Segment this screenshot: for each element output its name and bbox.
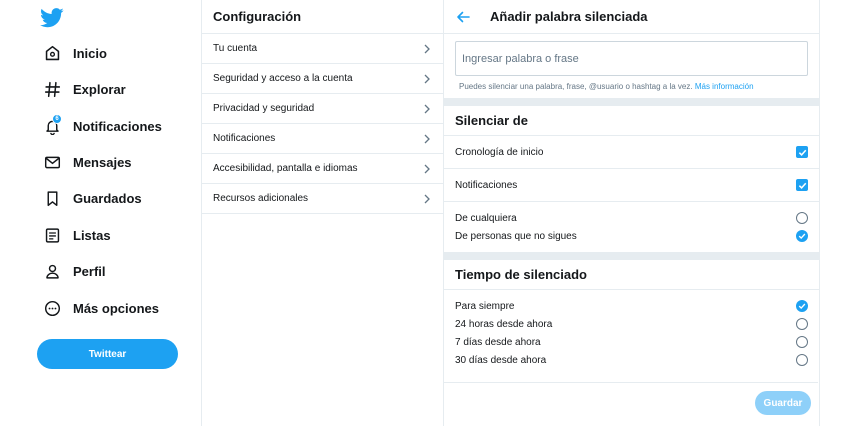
option-label: 30 días desde ahora — [455, 354, 547, 366]
radio-unselected[interactable] — [796, 318, 808, 330]
radio-selected[interactable] — [796, 300, 808, 312]
nav-item-lists[interactable] — [36, 217, 111, 253]
nav-item-home[interactable] — [36, 35, 107, 71]
settings-item-resources[interactable] — [202, 184, 443, 214]
save-button[interactable]: Guardar — [755, 391, 811, 415]
option-notifications[interactable] — [444, 169, 819, 202]
nav-item-messages[interactable] — [36, 144, 132, 180]
radio-unselected[interactable] — [796, 354, 808, 366]
option-label: De personas que no sigues — [455, 230, 577, 242]
radio-selected[interactable] — [796, 230, 808, 242]
option-forever[interactable] — [444, 297, 819, 315]
settings-item-label: Tu cuenta — [213, 43, 258, 54]
notification-count-badge: 6 — [52, 114, 62, 124]
settings-item-security[interactable] — [202, 64, 443, 94]
settings-item-account[interactable] — [202, 34, 443, 64]
nav-label: Guardados — [73, 190, 142, 206]
nav-label: Más opciones — [73, 300, 159, 316]
option-label: De cualquiera — [455, 212, 517, 224]
person-icon — [36, 259, 68, 283]
chevron-right-icon — [423, 134, 431, 144]
settings-item-label: Privacidad y seguridad — [213, 103, 315, 114]
option-label: Para siempre — [455, 300, 515, 312]
nav-item-notifications[interactable] — [36, 108, 162, 144]
option-from-anyone[interactable] — [444, 209, 819, 227]
page-title: Añadir palabra silenciada — [490, 9, 648, 24]
settings-item-privacy[interactable] — [202, 94, 443, 124]
option-7-days[interactable] — [444, 333, 819, 351]
settings-item-label: Accesibilidad, pantalla e idiomas — [213, 163, 358, 174]
checkmark-icon — [798, 302, 806, 310]
settings-item-accessibility[interactable] — [202, 154, 443, 184]
nav-label: Explorar — [73, 81, 126, 97]
nav-label: Inicio — [73, 45, 107, 61]
muted-word-input[interactable] — [455, 41, 808, 76]
section-divider — [444, 252, 819, 260]
hashtag-icon — [36, 77, 68, 101]
checkmark-icon — [798, 232, 806, 240]
list-icon — [36, 223, 68, 247]
twitter-bird-icon[interactable] — [40, 7, 64, 29]
bookmark-icon — [36, 186, 68, 210]
nav-item-explore[interactable] — [36, 71, 126, 107]
settings-item-label: Recursos adicionales — [213, 193, 309, 204]
checkmark-icon — [798, 148, 807, 157]
chevron-right-icon — [423, 74, 431, 84]
panel-header — [444, 0, 819, 34]
settings-item-label: Seguridad y acceso a la cuenta — [213, 73, 353, 84]
checkmark-icon — [798, 181, 807, 190]
mute-from-title: Silenciar de — [444, 106, 819, 136]
nav-label: Perfil — [73, 263, 106, 279]
nav-label: Listas — [73, 227, 111, 243]
nav-item-bookmarks[interactable] — [36, 180, 142, 216]
input-wrapper — [444, 34, 819, 76]
radio-unselected[interactable] — [796, 212, 808, 224]
more-icon — [36, 296, 68, 320]
nav-label: Mensajes — [73, 154, 132, 170]
duration-title: Tiempo de silenciado — [444, 260, 819, 290]
option-label: 7 días desde ahora — [455, 336, 541, 348]
settings-title: Configuración — [202, 0, 443, 34]
option-label: Notificaciones — [455, 179, 518, 191]
input-hint — [444, 76, 819, 98]
option-label: 24 horas desde ahora — [455, 318, 553, 330]
nav-item-profile[interactable] — [36, 253, 106, 289]
option-from-non-followed[interactable] — [444, 227, 819, 245]
panel-footer — [444, 382, 818, 426]
chevron-right-icon — [423, 104, 431, 114]
home-icon — [36, 41, 68, 65]
chevron-right-icon — [423, 194, 431, 204]
section-divider — [444, 98, 819, 106]
settings-item-notifications[interactable] — [202, 124, 443, 154]
option-home-timeline[interactable] — [444, 136, 819, 169]
bell-icon — [36, 114, 68, 138]
back-arrow-icon[interactable] — [456, 11, 470, 23]
muted-word-panel — [444, 0, 820, 426]
nav-label: Notificaciones — [73, 118, 162, 134]
radio-unselected[interactable] — [796, 336, 808, 348]
envelope-icon — [36, 150, 68, 174]
settings-panel — [201, 0, 444, 426]
option-24-hours[interactable] — [444, 315, 819, 333]
chevron-right-icon — [423, 164, 431, 174]
tweet-button[interactable]: Twittear — [37, 339, 178, 369]
option-30-days[interactable] — [444, 351, 819, 369]
learn-more-link[interactable]: Más información — [694, 82, 754, 91]
settings-item-label: Notificaciones — [213, 133, 276, 144]
nav-item-more[interactable] — [36, 290, 159, 326]
checkbox-checked[interactable] — [796, 146, 808, 158]
chevron-right-icon — [423, 44, 431, 54]
option-label: Cronología de inicio — [455, 146, 544, 158]
checkbox-checked[interactable] — [796, 179, 808, 191]
hint-text: Puedes silenciar una palabra, frase, @usuario o hashtag a la vez. — [459, 82, 693, 91]
primary-nav — [0, 0, 201, 426]
